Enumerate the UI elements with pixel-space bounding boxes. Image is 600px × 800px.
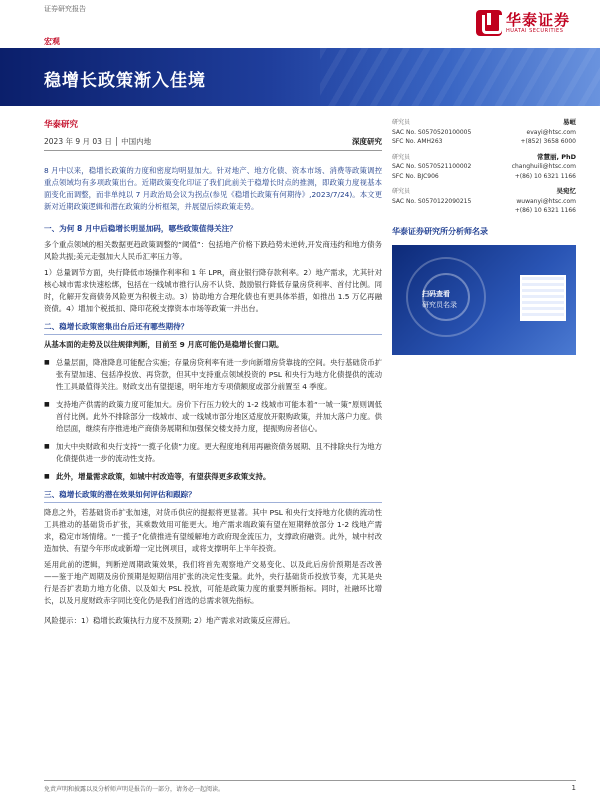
section-3-title: 三、稳增长政策的潜在效果如何评估和跟踪？ <box>44 489 382 503</box>
analyst-sac: SAC No. S0570521100002 <box>392 163 472 170</box>
title-banner <box>0 48 600 106</box>
analyst-phone: +(86) 10 6321 1166 <box>514 172 576 180</box>
directory-qr-banner[interactable] <box>392 245 576 355</box>
page-number: 1 <box>571 784 576 792</box>
analyst-directory-title: 华泰证券研究所分析师名录 <box>392 226 488 236</box>
bullet-item: ■ 此外，增量需求政策，如城中村改造等，有望获得更多政策支持。 <box>44 471 382 483</box>
section-1-paragraph-1: 多个重点领域的相关数据更趋政策调整的“阈值”：包括地产价格下跌趋势未逆转,开发商违约和地方债务风险共振;美元走强加大人民币汇率压力等。 <box>44 240 382 261</box>
analyst-phone: +(852) 3658 6000 <box>520 138 576 145</box>
section-1-title: 一、为何 8 月中后稳增长明显加码，哪些政策值得关注？ <box>44 224 237 233</box>
section-2-title: 二、稳增长政策密集出台后还有哪些期待？ <box>44 321 382 335</box>
report-title: 稳增长政策渐入佳境 <box>44 71 206 91</box>
analyst-email[interactable]: evayi@htsc.com <box>526 128 576 136</box>
section-2-lead: 从基本面的走势及以往规律判断，目前至 9 月底可能仍是稳增长窗口期。 <box>44 340 284 349</box>
qr-code-icon[interactable] <box>520 275 566 321</box>
analyst-role: 研究员 <box>392 119 411 126</box>
section-3-paragraph-2: 延用此前的逻辑，判断逆周期政策效果，我们将首先观察地产交易变化、以及此后房价预期是否改善——鉴于地产周期及房价预期是短期信用扩张的决定性变量。此外，央行基础货币投放节奏，尤其是央行是否扩表助力地方化债、以及如大 PSL 投放，可能是政策力度的重要判断指标。同时，社融环比增长，以及月度财政赤字同比变化仍是我们首选的总需求领先指标。 <box>44 560 382 605</box>
bullet-item: ■ 总量层面，降准降息可能配合实施；存量房贷利率有进一步向新增房贷靠拢的空间。央行基础货币扩张有望加速、包括净投放、再贷款，但其中支持重点领域投资的 PSL 和央行为地方化债提供的流动性工具最值得关注。财政支出有望提速，明年地方专项债额度或部分前置至 4 季度。 <box>44 357 382 393</box>
qr-caption-1: 扫码查看 <box>422 289 450 298</box>
sidebar-column <box>392 118 576 355</box>
analyst-name: 吴宛忆 <box>556 187 576 195</box>
footer-divider <box>44 780 576 781</box>
analyst-email[interactable]: changhuili@htsc.com <box>511 163 576 170</box>
logo-name-cn: 华泰证券 <box>505 11 570 29</box>
intro-paragraph: 8 月中以来，稳增长政策的力度和密度均明显加大。针对地产、地方化债、资本市场、消费等政策调控重点领域均有多项政策出台。近期政策变化印证了我们此前关于稳增长时点的推测，即政策力度视基本面变化而调整，而非单纯以 7 月政治局会议为拐点(参见《稳增长政策有何期待》,2023/7/24)。本文更新对近期政策逻辑和潜在政策的分析框架，并展望后续政策走势。 <box>44 166 382 211</box>
logo-name-en: HUATAI SECURITIES <box>505 28 564 34</box>
banner-decoration <box>320 48 600 106</box>
bullet-item: ■ 加大中央财政和央行支持“一揽子化债”力度。更大程度地利用再融资债务展期、且不排除央行为地方化债提供进一步的流动性支持。 <box>44 441 382 465</box>
analyst-sac: SAC No. S0570122090215 <box>392 197 472 205</box>
logo-mark-icon <box>476 10 502 36</box>
report-kind: 深度研究 <box>352 137 382 146</box>
analyst-role: 研究员 <box>392 188 411 195</box>
analyst-card <box>392 187 576 216</box>
footer-disclaimer: 免责声明和披露以及分析师声明是报告的一部分，请务必一起阅读。 <box>44 786 225 793</box>
analyst-card <box>392 118 576 147</box>
section-3-paragraph-1: 降息之外，若基础货币扩张加速，对货币供应的提振将更显著。其中 PSL 和央行支持地方化债的流动性工具推动的基础货币扩张，其乘数效用可能更大。地产需求端政策有望在短期释放部分 1-2 线地产需求，稳定市场情绪。“一揽子”化债推进有望缓解地方政府现金流压力，支撑政府融资。此外，城中村改造加快、有望今年形成或新增一定比例项目，或将支撑明年上半年投资。 <box>44 508 382 553</box>
report-date: 2023 年 9 月 03 日 │ 中国内地 <box>44 137 152 146</box>
analyst-name: 易峘 <box>563 118 576 126</box>
analyst-sfc: SFC No. BJC906 <box>392 172 439 180</box>
risk-warning: 风险提示：1）稳增长政策执行力度不及预期; 2）地产需求对政策反应滞后。 <box>44 616 295 625</box>
analyst-email[interactable]: wuwanyi@htsc.com <box>516 197 576 205</box>
analyst-sfc: SFC No. AMH263 <box>392 138 443 145</box>
brand-logo <box>476 10 570 36</box>
analyst-role: 研究员 <box>392 153 411 161</box>
analyst-card <box>392 153 576 182</box>
bullet-item: ■ 支持地产供需的政策力度可能加大。房价下行压力较大的 1-2 线城市可能本着“一城一策”原则调低首付比例。此外不排除部分一线城市、或一线城市部分地区适度放开限购政策，并加大落户力度。供给层面，继续有序推进地产商债务展期和加强保交楼支持力度，提振购房者信心。 <box>44 399 382 435</box>
category-label: 宏观 <box>44 37 60 46</box>
dateline <box>44 136 382 151</box>
section-1-paragraph-2: 1）总量调节方面，央行降低市场操作利率和 1 年 LPR，商业银行降存款利率。2）地产需求，尤其针对核心城市需求快速松绑，包括在一线城市推行认房不认贷、鼓励银行降低存量房贷利率、首付比例。同时，化解开发商债务风险更为积极主动。3）协助地方合理化债也有更具体举措，如推出 1.5 万亿再融资债。4）增加个税抵扣、降印花税支撑资本市场等政策一并出台。 <box>44 268 382 313</box>
qr-caption-2: 研究员名录 <box>422 300 457 309</box>
main-column <box>44 118 382 627</box>
analyst-sac: SAC No. S0570520100005 <box>392 128 472 136</box>
org-label: 华泰研究 <box>44 120 79 130</box>
analyst-name: 常慧丽, PhD <box>536 152 576 161</box>
analyst-phone: +(86) 10 6321 1166 <box>514 207 576 214</box>
report-type-label: 证券研究报告 <box>44 5 86 13</box>
